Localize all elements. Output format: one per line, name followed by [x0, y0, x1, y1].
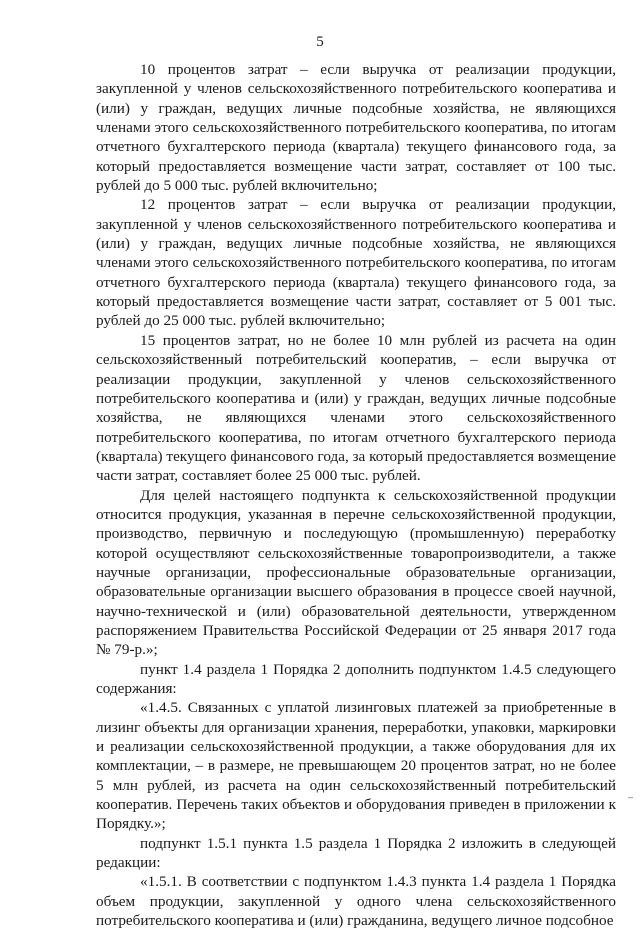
paragraph-12-percent: 12 процентов затрат – если выручка от реализации продукции, закупленной у членов сельскохозяйственного потребительского кооператива и (или) у граждан, ведущих личные подсобные хозяйства, не являющихся членами этого сельскохозяйственного потребительского кооператива, по итогам отчетного бухгалтерского периода (квартала) текущего финансового года, за который предоставляется возмещение части затрат, составляет от 5 001 тыс. рублей до 25 000 тыс. рублей включительно; — [96, 196, 616, 330]
document-body — [96, 60, 616, 930]
paragraph-product-definition: Для целей настоящего подпункта к сельскохозяйственной продукции относится продукция, указанная в перечне сельскохозяйственной продукции, производство, первичную и последующую (промышленную) переработку которой осуществляют сельскохозяйственные товаропроизводители, а также научные организации, профессиональные образовательные организации, образовательные организации высшего образования в процессе своей научной, научно-технической и (или) образовательной деятельности, утвержденном распоряжением Правительства Российской Федерации от 25 января 2017 года № 79-р.»; — [96, 486, 616, 659]
paragraph-subpoint-1-5-1: «1.5.1. В соответствии с подпунктом 1.4.3 пункта 1.4 раздела 1 Порядка объем продукции, закупленной у одного члена сельскохозяйственного потребительского кооператива и (или) гражданина, ведущего личное подсобное — [96, 873, 616, 930]
page-number: 5 — [316, 34, 324, 50]
paragraph-amend-1-5-1: подпункт 1.5.1 пункта 1.5 раздела 1 Порядка 2 изложить в следующей редакции: — [96, 834, 616, 872]
paragraph-10-percent: 10 процентов затрат – если выручка от реализации продукции, закупленной у членов сельскохозяйственного потребительского кооператива и (или) у граждан, ведущих личные подсобные хозяйства, не являющихся членами этого сельскохозяйственного потребительского кооператива, по итогам отчетного бухгалтерского периода (квартала) текущего финансового года, за который предоставляется возмещение части затрат, составляет от 100 тыс. рублей до 5 000 тыс. рублей включительно; — [96, 61, 616, 195]
paragraph-subpoint-1-4-5: «1.4.5. Связанных с уплатой лизинговых платежей за приобретенные в лизинг объекты для организации хранения, переработки, упаковки, маркировки и реализации сельскохозяйственной продукции, а также оборудования для их комплектации, – в размере, не превышающем 20 процентов затрат, но не более 5 млн рублей, из расчета на один сельскохозяйственный потребительский кооператив. Перечень таких объектов и оборудования приведен в приложении к Порядку.»; — [96, 699, 616, 833]
paragraph-15-percent: 15 процентов затрат, но не более 10 млн рублей из расчета на один сельскохозяйственный потребительский кооператив, – если выручка от реализации продукции, закупленной у членов сельскохозяйственного потребительского кооператива и (или) у граждан, ведущих личные подсобные хозяйства, не являющихся членами этого сельскохозяйственного потребительского кооператива, по итогам отчетного бухгалтерского периода (квартала) текущего финансового года, за который предоставляется возмещение части затрат, составляет более 25 000 тыс. рублей. — [96, 331, 616, 485]
margin-mark: – — [628, 792, 634, 802]
paragraph-amend-1-4: пункт 1.4 раздела 1 Порядка 2 дополнить подпунктом 1.4.5 следующего содержания: — [96, 660, 616, 697]
